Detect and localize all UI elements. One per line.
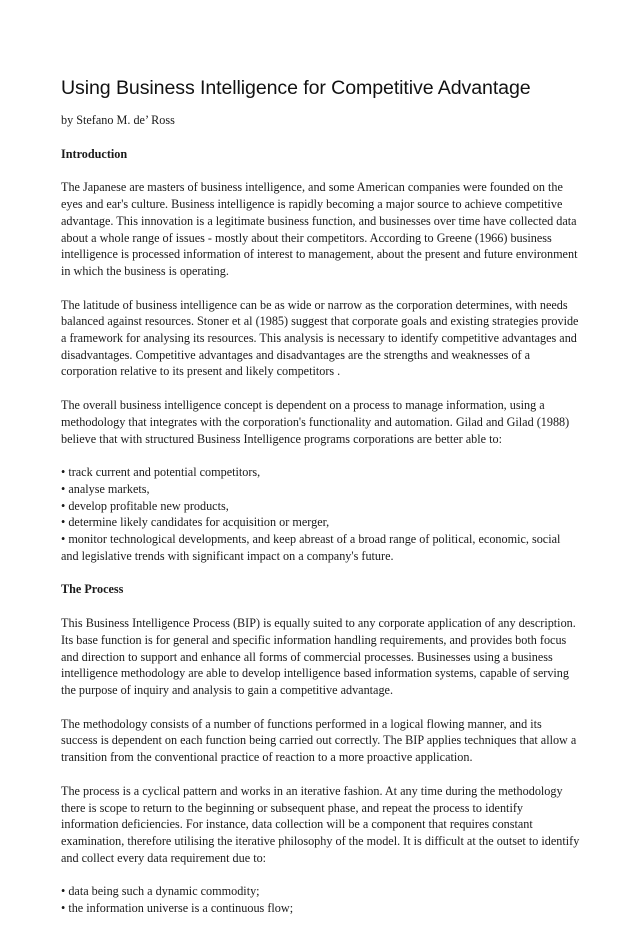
list-item-text: the information universe is a continuous flow; (68, 901, 294, 916)
bullet-list-data-reasons (61, 883, 581, 916)
paragraph: The methodology consists of a number of functions performed in a logical flowing manner, and its success is dependent on each function being carried out correctly. The BIP applies techniques that allow a transition from the conventional practice of reaction to a more proactive application. (61, 716, 577, 765)
list-item (61, 464, 581, 481)
bullet-mark: • (61, 481, 66, 496)
paragraph: The process is a cyclical pattern and works in an iterative fashion. At any time during the methodology there is scope to return to the beginning or subsequent phase, and repeat the process to identify information deficiencies. For instance, data collection will be a component that requires constant examination, therefore utilising the iterative philosophy of the model. It is difficult at the outset to identify and collect every data requirement due to: (61, 783, 580, 865)
bullet-mark: • (61, 901, 66, 916)
bullet-mark: • (61, 498, 66, 513)
document-title: Using Business Intelligence for Competitive Advantage (61, 77, 531, 99)
list-item-text: analyse markets, (68, 481, 150, 496)
list-item (61, 498, 581, 515)
section-heading-process: The Process (61, 582, 124, 597)
list-item-text: monitor technological developments, and keep abreast of a broad range of political, economic, social and legislative trends with significant impact on a company's future. (61, 532, 561, 563)
list-item-text: track current and potential competitors, (68, 465, 261, 480)
bullet-list-benefits (61, 464, 581, 564)
list-item-text: data being such a dynamic commodity; (68, 884, 260, 899)
paragraph: The latitude of business intelligence can be as wide or narrow as the corporation determines, with needs balanced against resources. Stoner et al (1985) suggest that corporate goals and existing strategies provide a framework for analysing its resources. This analysis is necessary to identify competitive advantages and disadvantages. Competitive advantages and disadvantages are the strengths and weaknesses of a corporation relative to its present and likely competitors . (61, 297, 579, 379)
list-item-text: determine likely candidates for acquisition or merger, (68, 515, 330, 530)
list-item (61, 883, 581, 900)
byline: by Stefano M. de’ Ross (61, 113, 175, 127)
list-item (61, 514, 581, 531)
list-item (61, 481, 581, 498)
document-page (61, 76, 581, 934)
paragraph: The Japanese are masters of business intelligence, and some American companies were founded on the eyes and ear's culture. Business intelligence is rapidly becoming a major source to achieve competitive advantage. This innovation is a legitimate business function, and businesses over time have collected data about a whole range of issues - mostly about their competitors. According to Greene (1966) business intelligence is processed information of interest to management, about the present and future environment in which the business is operating. (61, 180, 578, 278)
paragraph: This Business Intelligence Process (BIP) is equally suited to any corporate application of any description. Its base function is for general and specific information handling requirements, and provides both focus and direction to support and enhance all forms of commercial processes. Businesses using a business intelligence methodology are able to develop intelligence based information systems, capable of serving the purpose of inquiry and analysis to gain a competitive advantage. (61, 616, 576, 697)
bullet-mark: • (61, 884, 66, 899)
bullet-mark: • (61, 532, 66, 547)
bullet-mark: • (61, 515, 66, 530)
bullet-mark: • (61, 465, 66, 480)
list-item (61, 531, 581, 564)
list-item-text: develop profitable new products, (68, 498, 229, 513)
section-heading-introduction: Introduction (61, 146, 128, 161)
paragraph: The overall business intelligence concept is dependent on a process to manage information, using a methodology that integrates with the corporation's functionality and automation. Gilad and Gilad (1988) believe that with structured Business Intelligence programs corporations are better able to: (61, 398, 570, 446)
